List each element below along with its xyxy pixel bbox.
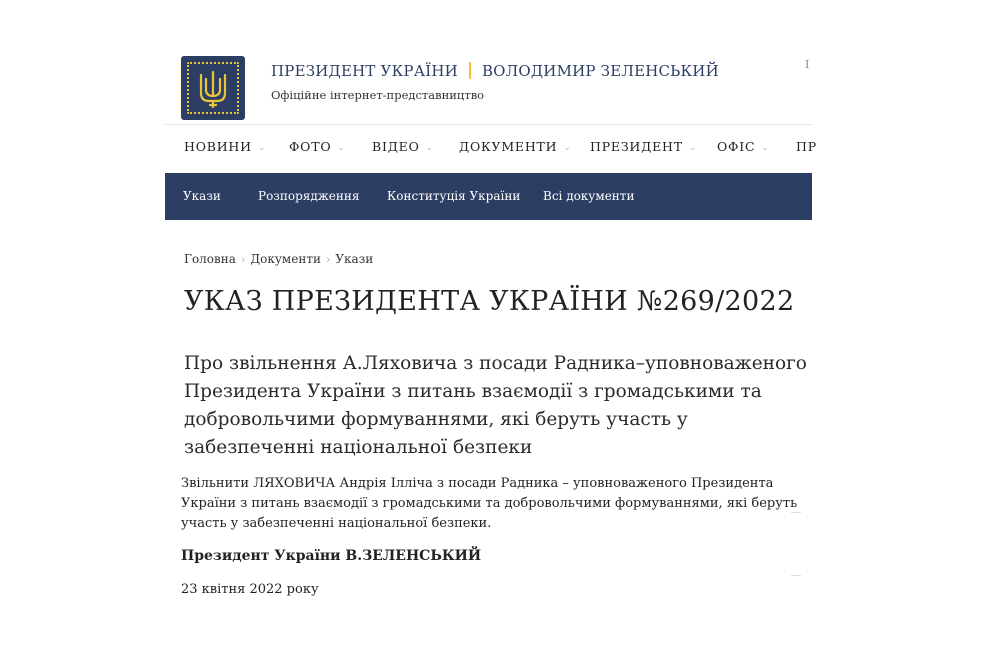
nav-item-label: НОВИНИ [184, 139, 252, 154]
language-switch[interactable]: I [805, 58, 810, 71]
breadcrumb-decrees[interactable]: Укази [335, 252, 374, 266]
breadcrumb-home[interactable]: Головна [184, 252, 236, 266]
chevron-down-icon: ⌄ [337, 143, 346, 153]
nav-item-video[interactable] [372, 139, 434, 154]
chevron-down-icon: ⌄ [688, 143, 698, 153]
nav-item-label: ФОТО [289, 139, 332, 154]
breadcrumb [184, 252, 373, 266]
document-subject: Про звільнення А.Ляховича з посади Радника–уповноваженого Президента України з питань взаємодії з громадськими та добровольчими формуваннями, які беруть участь у забезпеченні національної безпеки [184, 353, 807, 458]
nav-item-truncated[interactable] [796, 139, 817, 154]
subnav-item-orders[interactable]: Розпорядження [258, 189, 360, 203]
chevron-right-icon: › [325, 253, 331, 266]
nav-item-label: ПР [796, 139, 817, 154]
nav-item-label: ПРЕЗИДЕНТ [590, 139, 683, 154]
document-signature: Президент України В.ЗЕЛЕНСЬКИЙ [181, 548, 482, 564]
chevron-down-icon: ⌄ [563, 143, 572, 153]
nav-item-president[interactable] [590, 139, 697, 154]
chevron-down-icon: ⌄ [257, 143, 267, 153]
nav-item-office[interactable] [717, 139, 770, 154]
subnav-item-all-documents[interactable]: Всі документи [543, 189, 635, 203]
subnav-item-constitution[interactable]: Конституція України [387, 189, 521, 203]
breadcrumb-documents[interactable]: Документи [250, 252, 321, 266]
nav-item-label: ОФІС [717, 139, 756, 154]
brand-subtitle: Офіційне інтернет-представництво [271, 88, 485, 102]
brand-title-right: ВОЛОДИМИР ЗЕЛЕНСЬКИЙ [481, 62, 719, 80]
nav-item-photo[interactable] [289, 139, 346, 154]
nav-item-news[interactable] [184, 139, 266, 154]
divider [791, 512, 801, 513]
nav-item-label: ВІДЕО [372, 139, 420, 154]
chevron-down-icon: ⌄ [425, 143, 435, 153]
site-brand[interactable] [271, 62, 719, 102]
logo[interactable] [181, 56, 245, 120]
chevron-down-icon: ⌄ [761, 143, 770, 153]
nav-item-label: ДОКУМЕНТИ [459, 139, 558, 154]
brand-separator [469, 62, 471, 79]
main-nav [165, 124, 817, 171]
document-date: 23 квітня 2022 року [181, 582, 319, 597]
documents-subnav [165, 173, 812, 220]
site-container [165, 0, 817, 665]
document-body: Звільнити ЛЯХОВИЧА Андрія Ілліча з посади Радника – уповноваженого Президента України з питань взаємодії з громадськими та добровольчими формуваннями, які беруть участь у забезпеченні національної безпеки. [181, 476, 798, 531]
divider [791, 575, 801, 576]
chevron-right-icon: › [240, 253, 246, 266]
brand-title [271, 62, 719, 80]
brand-title-left: ПРЕЗИДЕНТ УКРАЇНИ [271, 62, 458, 80]
subnav-item-decrees[interactable]: Укази [183, 189, 221, 203]
page-title: УКАЗ ПРЕЗИДЕНТА УКРАЇНИ №269/2022 [184, 286, 795, 317]
trident-icon [195, 69, 231, 109]
nav-item-documents[interactable] [459, 139, 572, 154]
